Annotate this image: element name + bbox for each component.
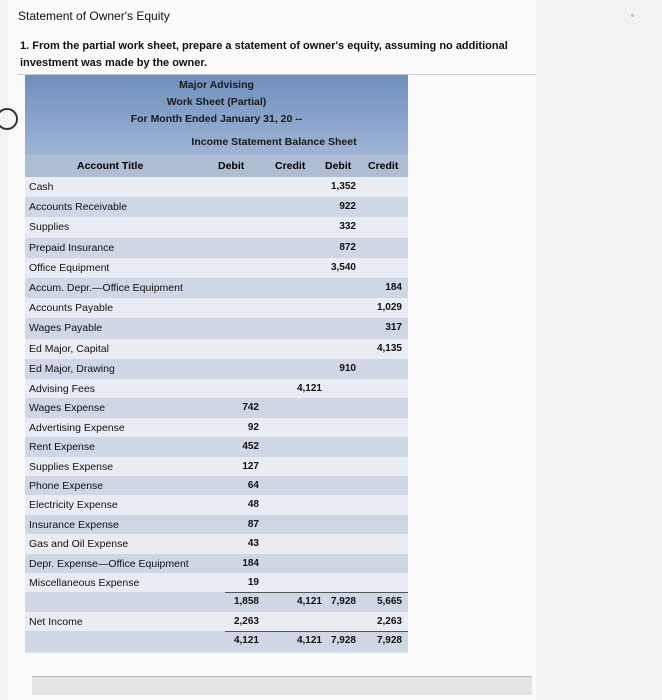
footing-line bbox=[225, 631, 408, 632]
bs-credit-cell: 317 bbox=[385, 322, 402, 334]
table-row bbox=[25, 298, 408, 318]
table-row bbox=[25, 515, 408, 534]
is-debit-cell: 92 bbox=[247, 421, 259, 433]
table-row bbox=[25, 592, 408, 611]
account-title-cell: Gas and Oil Expense bbox=[29, 538, 129, 551]
is-debit-cell: 184 bbox=[242, 557, 259, 569]
account-title-cell: Supplies Expense bbox=[29, 460, 114, 473]
table-row bbox=[25, 418, 408, 437]
account-title-cell: Advertising Expense bbox=[29, 421, 125, 434]
footing-line bbox=[225, 592, 408, 593]
table-row bbox=[25, 359, 408, 379]
is-debit-cell: 2,263 bbox=[233, 615, 259, 627]
account-title-cell: Wages Expense bbox=[29, 402, 106, 415]
bs-credit-cell: 2,263 bbox=[376, 615, 402, 627]
is-credit-cell: 4,121 bbox=[296, 596, 322, 608]
table-row bbox=[25, 238, 408, 258]
bs-debit-cell: 7,928 bbox=[330, 635, 356, 647]
bs-debit-cell: 332 bbox=[339, 221, 356, 233]
company-name: Major Advising bbox=[179, 79, 254, 91]
question-number: 1. bbox=[20, 40, 30, 52]
table-row bbox=[25, 398, 408, 417]
table-row bbox=[25, 495, 408, 514]
table-row bbox=[25, 217, 408, 237]
account-title-cell: Advising Fees bbox=[29, 383, 95, 395]
table-row bbox=[25, 177, 408, 197]
col-is-debit: Debit bbox=[218, 160, 245, 172]
table-row bbox=[25, 278, 408, 298]
bs-debit-cell: 7,928 bbox=[330, 596, 356, 608]
worksheet-title: Work Sheet (Partial) bbox=[166, 96, 267, 108]
dot-icon bbox=[631, 14, 634, 17]
is-credit-cell: 4,121 bbox=[296, 383, 322, 394]
bs-debit-cell: 922 bbox=[339, 201, 356, 213]
is-debit-cell: 452 bbox=[242, 441, 259, 453]
account-title-cell: Supplies bbox=[29, 221, 70, 234]
table-row bbox=[25, 612, 408, 631]
table-row bbox=[25, 573, 408, 592]
is-debit-cell: 48 bbox=[247, 499, 259, 511]
is-debit-cell: 19 bbox=[247, 577, 259, 588]
group-header: Income Statement Balance Sheet bbox=[191, 136, 357, 148]
bs-credit-cell: 1,029 bbox=[376, 302, 402, 314]
is-debit-cell: 4,121 bbox=[233, 635, 259, 647]
is-credit-cell: 4,121 bbox=[296, 635, 322, 647]
account-title-cell: Net Income bbox=[29, 615, 83, 628]
table-row bbox=[25, 339, 408, 359]
col-bs-credit: Credit bbox=[368, 160, 399, 172]
bs-credit-cell: 7,928 bbox=[376, 635, 402, 647]
is-debit-cell: 742 bbox=[242, 402, 259, 414]
account-title-cell: Insurance Expense bbox=[29, 518, 119, 531]
account-title-cell: Phone Expense bbox=[29, 480, 104, 492]
worksheet bbox=[25, 75, 408, 653]
table-row bbox=[25, 457, 408, 476]
account-title-cell: Wages Payable bbox=[29, 322, 103, 335]
bs-debit-cell: 910 bbox=[339, 362, 356, 374]
account-title-cell: Electricity Expense bbox=[29, 499, 118, 512]
is-debit-cell: 87 bbox=[247, 518, 259, 530]
bs-credit-cell: 5,665 bbox=[376, 596, 402, 608]
bs-credit-cell: 4,135 bbox=[376, 342, 402, 354]
radio-circle-icon[interactable] bbox=[0, 108, 18, 130]
table-row bbox=[25, 379, 408, 398]
question-body: From the partial work sheet, prepare a statement of owner's equity, assuming no additional investment was made by the owner. bbox=[20, 40, 508, 69]
question-text bbox=[20, 38, 535, 72]
account-title-cell: Rent Expense bbox=[29, 441, 95, 454]
worksheet-period: For Month Ended January 31, 20 -- bbox=[130, 113, 303, 125]
account-title-cell: Ed Major, Drawing bbox=[29, 362, 115, 375]
table-row bbox=[25, 534, 408, 553]
table-row bbox=[25, 437, 408, 456]
account-title-cell: Office Equipment bbox=[29, 261, 110, 274]
answer-area-bar[interactable] bbox=[32, 676, 532, 695]
right-panel bbox=[536, 0, 662, 700]
is-debit-cell: 127 bbox=[242, 460, 259, 472]
table-row bbox=[25, 554, 408, 573]
table-row bbox=[25, 318, 408, 338]
account-title-cell: Cash bbox=[29, 181, 54, 193]
account-title-cell: Miscellaneous Expense bbox=[29, 577, 140, 589]
bs-debit-cell: 3,540 bbox=[330, 261, 356, 273]
account-title-cell: Ed Major, Capital bbox=[29, 342, 109, 355]
account-title-cell: Depr. Expense—Office Equipment bbox=[29, 557, 189, 570]
table-row bbox=[25, 631, 408, 650]
col-bs-debit: Debit bbox=[325, 160, 352, 172]
col-account-title: Account Title bbox=[77, 160, 144, 172]
col-is-credit: Credit bbox=[275, 160, 306, 172]
bs-debit-cell: 872 bbox=[339, 241, 356, 253]
column-header-row bbox=[25, 155, 408, 177]
is-debit-cell: 64 bbox=[247, 480, 259, 491]
bs-debit-cell: 1,352 bbox=[330, 181, 356, 192]
section-title: Statement of Owner's Equity bbox=[18, 9, 170, 23]
table-row bbox=[25, 197, 408, 217]
account-title-cell: Accum. Depr.—Office Equipment bbox=[29, 282, 183, 294]
table-row bbox=[25, 258, 408, 278]
account-title-cell: Prepaid Insurance bbox=[29, 241, 115, 254]
is-debit-cell: 1,858 bbox=[233, 596, 259, 608]
bs-credit-cell: 184 bbox=[385, 282, 402, 293]
account-title-cell: Accounts Receivable bbox=[29, 201, 128, 214]
content-page bbox=[8, 0, 536, 700]
table-row bbox=[25, 476, 408, 495]
account-title-cell: Accounts Payable bbox=[29, 302, 114, 315]
is-debit-cell: 43 bbox=[247, 538, 259, 550]
